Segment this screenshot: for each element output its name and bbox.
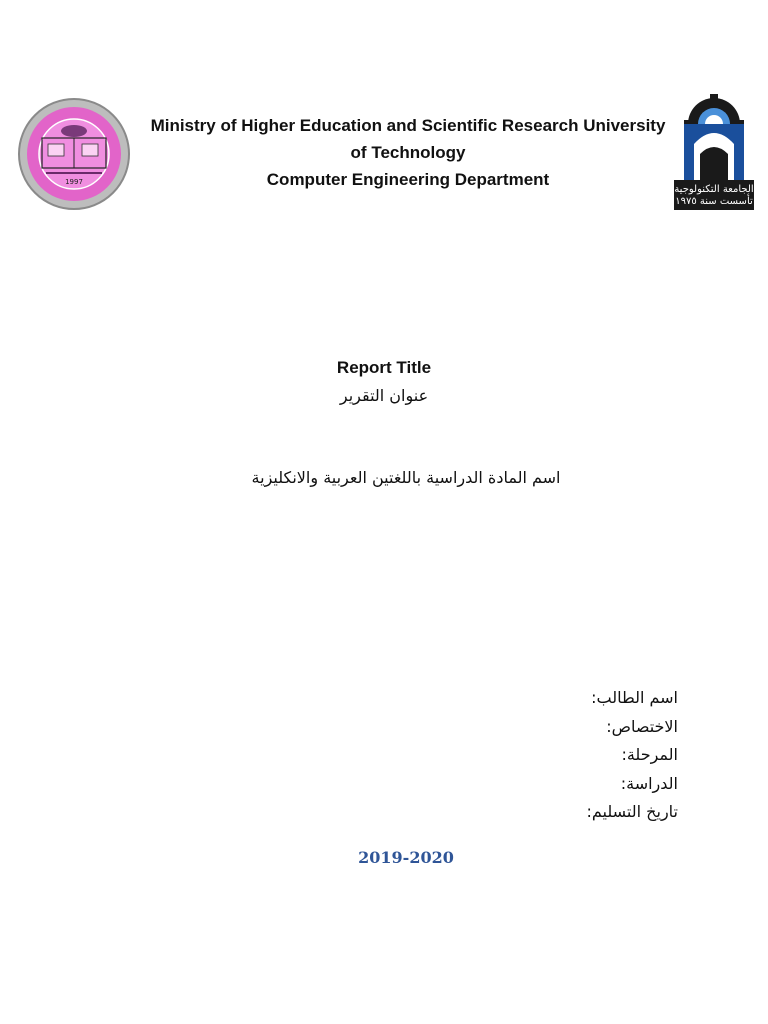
right-logo-text [674, 184, 754, 208]
header-ministry-line: Ministry of Higher Education and Scientific Research University [150, 116, 666, 135]
field-study: الدراسة: [620, 773, 678, 793]
field-stage: المرحلة: [621, 745, 678, 764]
header-university-line: of Technology [350, 143, 466, 162]
right-logo-name: الجامعة التكنولوجية [674, 184, 754, 195]
field-student-name: اسم الطالب: [591, 688, 678, 707]
student-info-fields [418, 684, 678, 827]
right-logo-year: تأسست سنة ١٩٧٥ [675, 196, 753, 207]
report-title-arabic: عنوان التقرير [339, 386, 429, 405]
field-specialization: الاختصاص: [606, 716, 678, 736]
header-department-line: Computer Engineering Department [266, 170, 550, 189]
field-submission-date: تاريخ التسليم: [586, 802, 678, 821]
subject-name-arabic: اسم المادة الدراسية باللغتين العربية والانكليزية [251, 468, 561, 487]
institution-header [140, 112, 676, 193]
report-title: Report Title [336, 358, 432, 377]
academic-year: 2019-2020 [358, 848, 454, 867]
department-seal-logo [16, 98, 132, 210]
svg-text:1997: 1997 [65, 178, 83, 186]
